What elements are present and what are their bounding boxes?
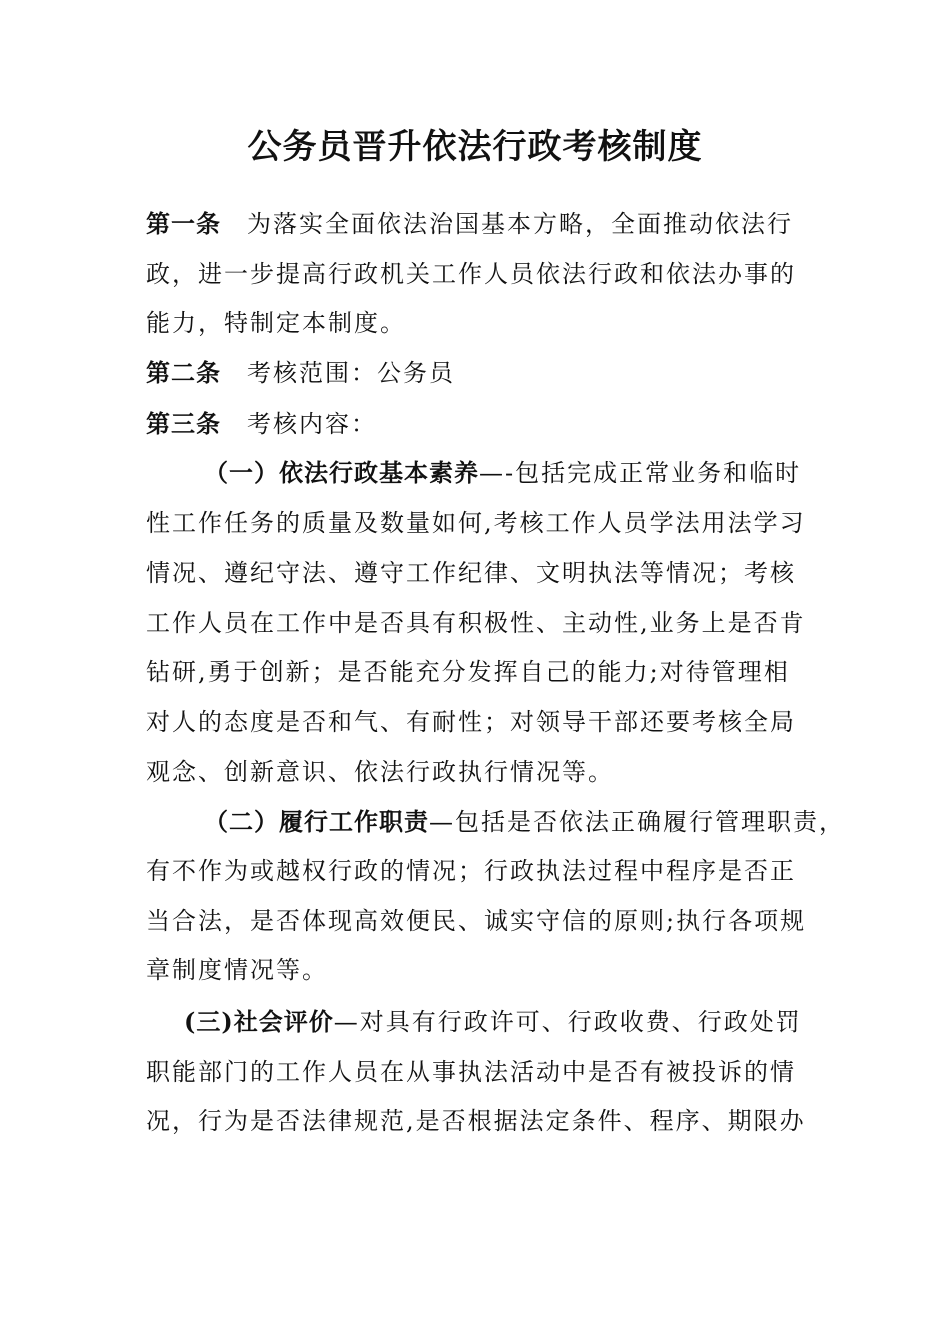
item-3-line-1 (184, 1004, 802, 1040)
item-3-text: —对具有行政许可、行政收费、行政处罚 (333, 1008, 802, 1036)
item-2-line-2: 有不作为或越权行政的情况；行政执法过程中程序是否正 (146, 857, 796, 885)
item-3-line-3: 况，行为是否法律规范,是否根据法定条件、程序、期限办 (146, 1107, 806, 1135)
article-1-line-1 (146, 206, 793, 242)
item-1-line-6: 对人的态度是否和气、有耐性；对领导干部还要考核全局 (146, 708, 796, 736)
item-2-line-4: 章制度情况等。 (146, 956, 328, 984)
item-2-line-1 (204, 804, 845, 840)
item-1-line-3: 情况、遵纪守法、遵守工作纪律、文明执法等情况；考核 (146, 559, 796, 587)
item-1-heading: （一）依法行政基本素养 (204, 458, 479, 487)
item-1-line-7: 观念、创新意识、依法行政执行情况等。 (146, 758, 614, 786)
item-2-heading: （二）履行工作职责 (204, 807, 429, 836)
article-2-line (146, 355, 455, 391)
article-3-text: 考核内容： (247, 410, 377, 438)
item-1-line-1 (204, 455, 801, 491)
article-3-line (146, 406, 377, 442)
item-1-text: —-包括完成正常业务和临时 (479, 459, 802, 487)
article-1-text: 为落实全面依法治国基本方略，全面推动依法行 (247, 210, 793, 238)
item-2-line-3: 当合法，是否体现高效便民、诚实守信的原则;执行各项规 (146, 907, 807, 935)
article-1-label: 第一条 (146, 209, 221, 238)
article-1-line-2: 政，进一步提高行政机关工作人员依法行政和依法办事的 (146, 260, 796, 288)
item-1-line-4: 工作人员在工作中是否具有积极性、主动性,业务上是否肯 (146, 609, 806, 637)
article-1-line-3: 能力，特制定本制度。 (146, 309, 406, 337)
item-3-line-2: 职能部门的工作人员在从事执法活动中是否有被投诉的情 (146, 1058, 796, 1086)
item-3-heading: (三)社会评价 (184, 1007, 334, 1036)
item-1-line-5: 钻研,勇于创新；是否能充分发挥自己的能力;对待管理相 (146, 658, 790, 686)
article-3-label: 第三条 (146, 409, 221, 438)
article-2-text: 考核范围：公务员 (247, 359, 455, 387)
item-1-line-2: 性工作任务的质量及数量如何,考核工作人员学法用法学习 (146, 509, 806, 537)
document-title: 公务员晋升依法行政考核制度 (247, 127, 703, 167)
article-2-label: 第二条 (146, 358, 221, 387)
item-2-text: —包括是否依法正确履行管理职责， (429, 808, 845, 836)
